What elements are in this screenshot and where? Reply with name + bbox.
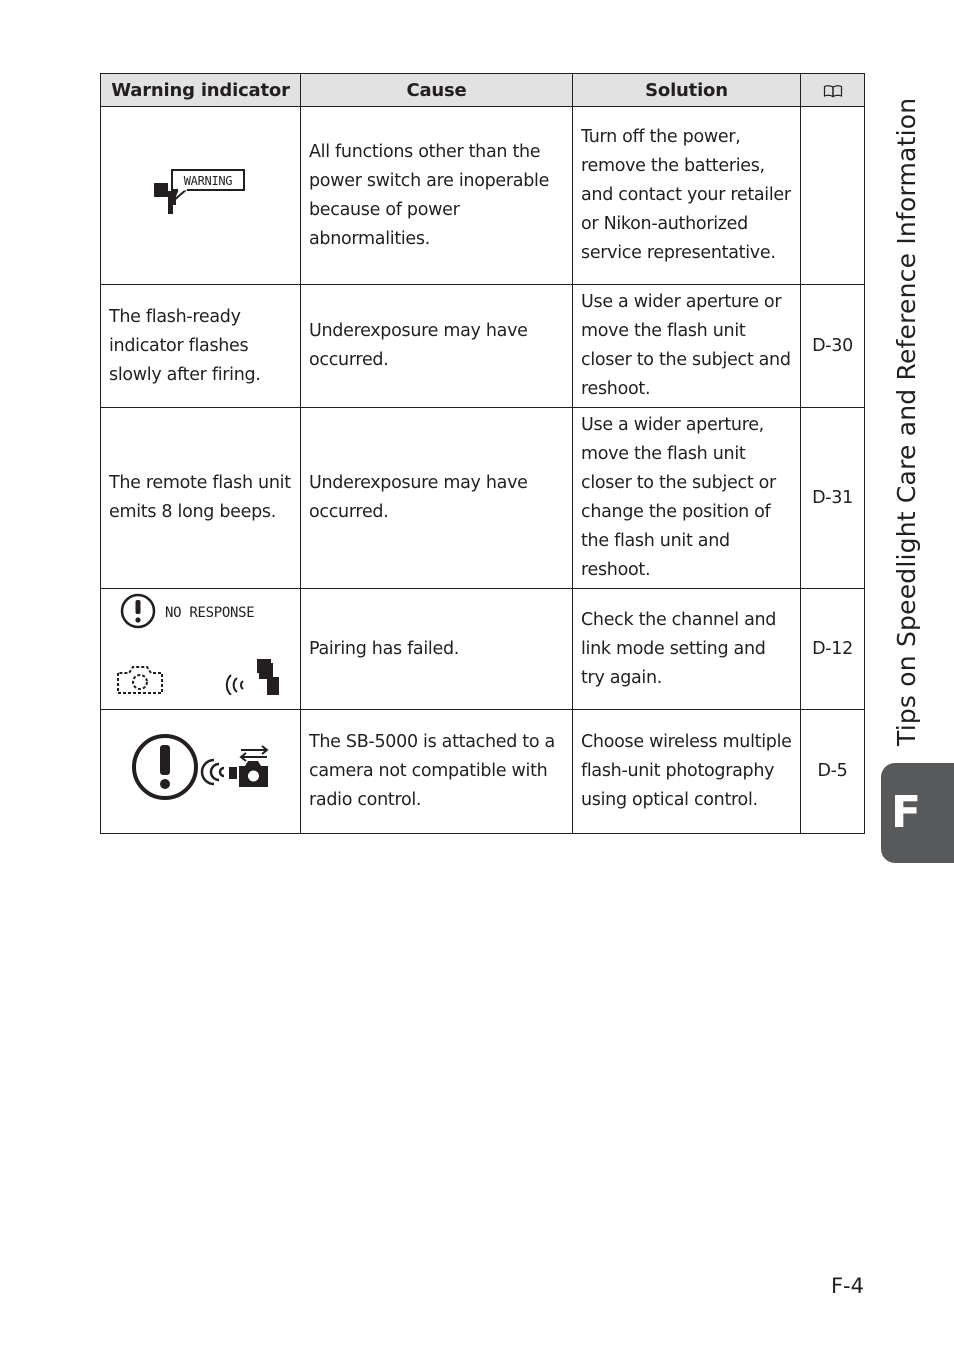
table-row [101,408,865,589]
header-warning-indicator: Warning indicator [101,74,301,107]
solution-cell: Use a wider aperture, move the flash unit closer to the subject or change the position of the flash unit and reshoot. [573,408,801,589]
solution-cell: Check the channel and link mode setting and try again. [573,589,801,710]
table-row [101,710,865,834]
chapter-tab-letter: F [891,787,922,838]
warning-indicator-cell [101,710,301,834]
page-reference: D-12 [801,589,865,710]
warning-indicator-cell [101,589,301,710]
page-reference: D-5 [801,710,865,834]
warning-indicator-cell: The remote flash unit emits 8 long beeps. [101,408,301,589]
book-icon [823,84,843,98]
table-row [101,589,865,710]
solution-cell: Turn off the power, remove the batteries, and contact your retailer or Nikon-authorized service representative. [573,107,801,285]
warning-indicator-cell [101,107,301,285]
cause-cell: Pairing has failed. [301,589,573,710]
page-reference [801,107,865,285]
cause-cell: The SB-5000 is attached to a camera not compatible with radio control. [301,710,573,834]
troubleshooting-table [100,73,865,834]
cause-cell: All functions other than the power switch are inoperable because of power abnormalities. [301,107,573,285]
warning-display-label: WARNING [183,173,232,188]
cause-cell: Underexposure may have occurred. [301,285,573,408]
header-page-reference [801,74,865,107]
page-number: F-4 [830,1274,864,1298]
chapter-tab [881,763,954,863]
solution-cell: Choose wireless multiple flash-unit photography using optical control. [573,710,801,834]
table-header-row [101,74,865,107]
radio-incompatible-display-icon [129,731,273,803]
warning-display-icon [151,163,251,219]
table-row [101,285,865,408]
solution-cell: Use a wider aperture or move the flash unit closer to the subject and reshoot. [573,285,801,408]
header-solution: Solution [573,74,801,107]
no-response-label: NO RESPONSE [164,605,254,621]
page-reference: D-31 [801,408,865,589]
page-reference: D-30 [801,285,865,408]
warning-indicator-cell: The flash-ready indicator flashes slowly after firing. [101,285,301,408]
table-row [101,107,865,285]
cause-cell: Underexposure may have occurred. [301,408,573,589]
no-response-display-icon [116,593,286,695]
section-title: Tips on Speedlight Care and Reference Information [892,97,921,746]
header-cause: Cause [301,74,573,107]
